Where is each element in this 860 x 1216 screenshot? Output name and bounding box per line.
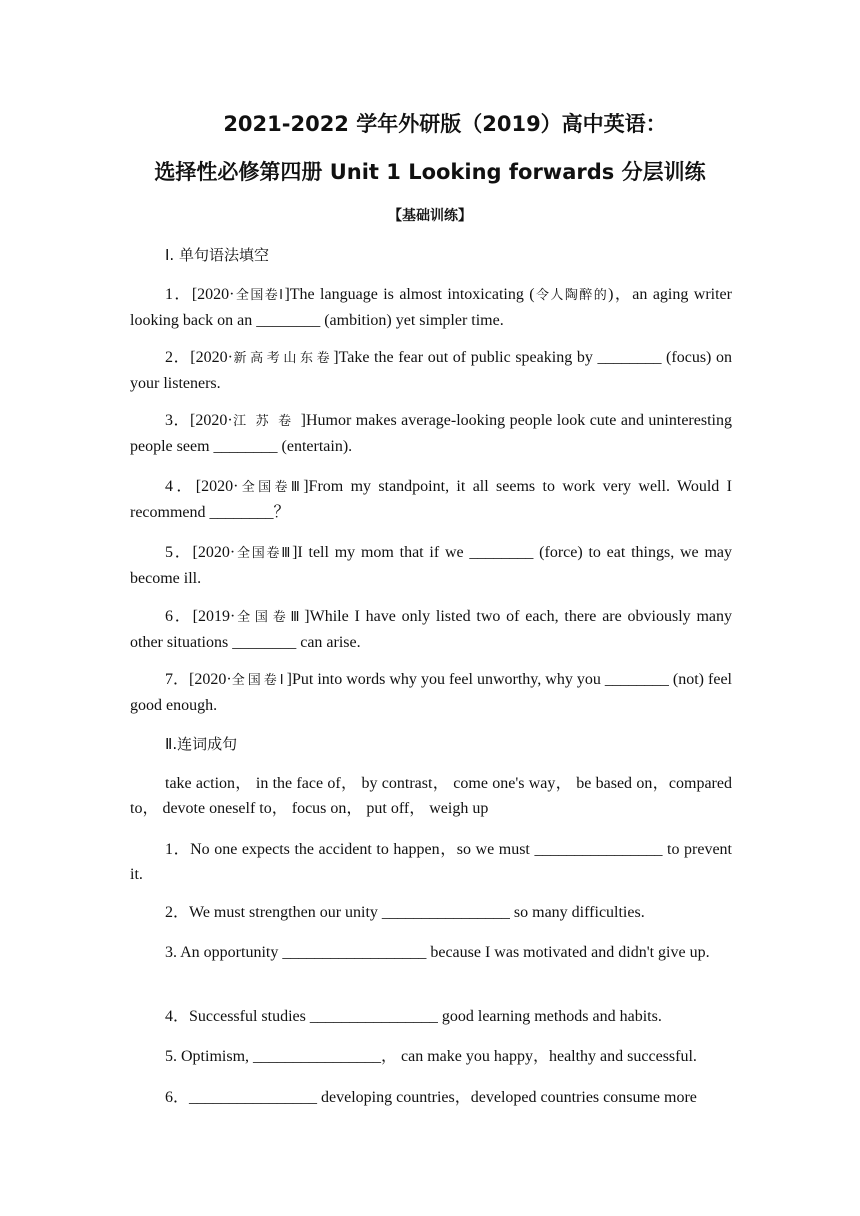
question-item: 6．________________ developing countries，developed countries consume more — [165, 1089, 697, 1106]
question-item: 1．No one expects the accident to happen，so we must ________________ to prevent it. — [130, 841, 732, 883]
document-title-line2: 选择性必修第四册 Unit 1 Looking forwards 分层训练 — [154, 160, 706, 184]
section-label: 【基础训练】 — [388, 208, 472, 224]
document-title-line1: 2021-2022 学年外研版（2019）高中英语： — [223, 112, 667, 136]
question-item: 5．[2020·全国卷Ⅲ]I tell my mom that if we ________ (force) to eat things, we may become ill. — [130, 544, 732, 587]
question-item: 3．[2020·江苏卷]Humor makes average-looking people look cute and uninteresting people seem ________ (entertain). — [130, 412, 732, 455]
question-item: 3. An opportunity __________________ because I was motivated and didn't give up. — [165, 944, 710, 961]
question-item: 1．[2020·全国卷Ⅰ]The language is almost intoxicating (令人陶醉的)，an aging writer looking back on an ________ (ambition) yet simpler time. — [130, 286, 732, 329]
question-item: 2．[2020·新高考山东卷]Take the fear out of public speaking by ________ (focus) on your listeners. — [130, 349, 732, 392]
question-item: 6．[2019·全国卷Ⅲ]While I have only listed two of each, there are obviously many other situations ________ can arise. — [130, 608, 732, 651]
question-item: 4．Successful studies ________________ good learning methods and habits. — [165, 1008, 662, 1025]
part2-heading: Ⅱ.连词成句 — [165, 735, 238, 753]
question-item: 7．[2020·全国卷Ⅰ]Put into words why you feel unworthy, why you ________ (not) feel good enough. — [130, 671, 732, 714]
question-item: 4．[2020·全国卷Ⅲ]From my standpoint, it all seems to work very well. Would I recommend ________？ — [130, 478, 732, 521]
part1-heading: Ⅰ. 单句语法填空 — [165, 246, 269, 264]
question-item: 2．We must strengthen our unity ________________ so many difficulties. — [165, 904, 645, 921]
question-item: 5. Optimism, ________________， can make you happy，healthy and successful. — [165, 1048, 697, 1065]
word-bank: take action， in the face of， by contrast， come one's way， be based on，compared to， devote oneself to， focus on， put off， weigh up — [130, 775, 732, 817]
